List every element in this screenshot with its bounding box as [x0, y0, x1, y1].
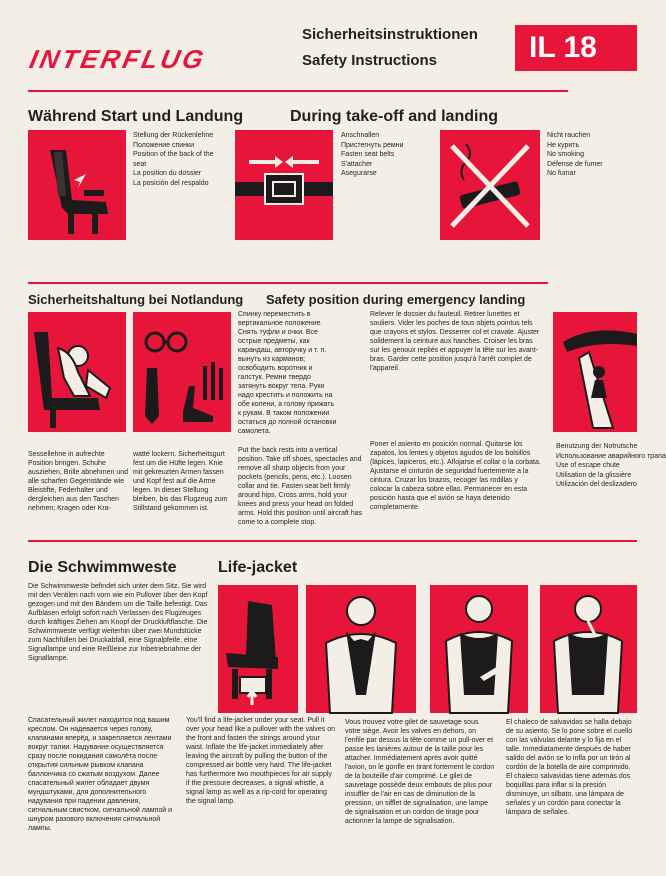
emergency-title-de: Sicherheitshaltung bei Notlandung [28, 292, 244, 307]
lifejacket-inflate-illustration [430, 585, 528, 713]
aircraft-badge: IL 18 [515, 25, 637, 71]
section-divider-2 [28, 540, 637, 542]
lifejacket-text-fr: Vous trouvez votre gilet de sauvetage sous votre siège. Avoir les valves en dehors, on l'enfile par dessus la tête comme un pull-over et passe les lanières autour de la taille pour les attacher. Immédiatement après avoir quitté l'avion, on le gonfle en tirant fortement le cordon de la bouteille d'air comprimé. Le gilet de sauvetage possède deux embouts de plus pour insuffler de l'air en cas de diminution de la pression, un sifflet de signalisation, une lampe de signalisation et un cordon de tirage pour actionner la lampe de signalisation. [345, 719, 495, 825]
emergency-text-fr: Relever le dossier du fauteuil. Retirer lunettes et souliers. Vider les poches de tous objets pointus tels que crayons et stylos. Desserrer col et cravate. Ajuster solidement la ceinture aux hanches. Croiser les bras sur les genoux repliés et appuyer la tête sur les avant-bras. Garder cette position jusqu'à l'arrêt complet de l'appareil. [370, 311, 540, 372]
lifejacket-mouthpiece-illustration [540, 585, 637, 713]
takeoff-title-en: During take-off and landing [290, 108, 498, 125]
lifejacket-don-illustration [306, 585, 416, 713]
emergency-text-ru: Спинку переместить в вертикальное положение. Снять туфли и очки. Все острые предметы, как карандаш, авторучку и т. п. вынуть из карманов; освободить воротник и галстук. Ремни твердо затянуть вокруг тела. Руки надо крестить и положить на обе колени, а голову прижать к рукам. В таком положении остаться до полной остановки самолета. [238, 311, 337, 435]
lifejacket-text-de: Die Schwimmweste befindet sich unter dem Sitz. Sie wird mit den Ventilen nach vorn wie ein Pullover über den Kopf gezogen und mit den Bändern um die Taille befestigt. Das Aufblasen erfolgt sofort nach Verlassen des Flugzeuges durch kräftiges Ziehen am Knopf der Druckluftflasche. Die Schwimmweste verfügt weiterhin über zwei Mundstücke zum Nachfüllen bei Druckabfall, eine Signalpfeife, eine Signallampe und eine Reißleine zur Inbetriebnahme der Signallampe. [28, 583, 208, 662]
escape-chute-illustration [553, 312, 637, 432]
emergency-text-es: Poner el asiento en posición normal. Quitarse los zapatos, los lentes y objetos agudos de los bolsillos (lápices, lapiceros, etc.). Aflojarse el collar o la corbata. Ajustarse el cinturón de seguridad fuertemente a la cintura. Cruzar los brazos, recoger las rodillas y colocar la cabeza sobre ellas. Permanecer en esta posición hasta que el avión se haya detenido completamente. [370, 441, 541, 511]
lifejacket-title-en: Life-jacket [218, 559, 298, 576]
lifejacket-text-es: El chaleco de salvavidas se halla debajo de su asiento. Se lo pone sobre el cuello con las válvulas delante y lo fija en el talle. Inmediatamente después de haber salido del avión se lo infla por un tirón al cordón de la botella de aire comprimido. El chaleco salvavidas tiene además dos boquillas para inflar si la presión disminuye, un silbato, una lámpara de señales y un cordón para conectar la lámpara de señales. [506, 719, 633, 816]
section-divider-1 [28, 282, 548, 284]
header-title-en: Safety Instructions [302, 52, 438, 69]
takeoff-title-de: Während Start und Landung [28, 108, 244, 125]
emergency-title-en: Safety position during emergency landing [266, 292, 526, 307]
emergency-text-de-1: Sessellehne in aufrechte Position bringen. Schuhe ausziehen, Brille abnehmen und alle scharfen Gegenstände wie Bleistifte, Federhalter und dergleichen aus den Taschen nehmen; Kragen oder Kra- [28, 451, 129, 512]
header-title-de: Sicherheitsinstruktionen [302, 26, 478, 43]
seat-belt-captions: Anschnallen Пристегнуть ремни Fasten seat belts S'attacher Asegurarse [341, 132, 404, 177]
remove-objects-illustration [133, 312, 231, 432]
brace-position-illustration [28, 312, 126, 432]
seat-belt-illustration [235, 130, 333, 240]
lifejacket-title-de: Die Schwimmweste [28, 559, 177, 576]
lifejacket-text-en: You'll find a life-jacket under your seat. Pull it over your head like a pullover with the valves on the front and fasten the strings around your waist. Inflate the life-jacket immediately after leaving the aircraft by pulling the button of the compressed air bottle very hard. The life-jacket has furthermore two mouthpieces for air supply if the pressure decreases, a signal whistle, a signal lamp as well as a rip-cord for operating the signal lamp. [186, 717, 336, 805]
seat-back-illustration [28, 130, 126, 240]
emergency-text-en: Put the back rests into a vertical position. Take off shoes, spectacles and remove all sharp objects from your pockets (pencils, pens, etc.). Loosen collar and tie. Fasten seat belt firmly around hips. Cross arms, hold your knees and press your head on folded arms. Hold this position until aircraft has come to a complete stop. [238, 447, 363, 526]
emergency-text-de-2: watte lockern. Sicherheitsgurt fest um die Hüfte legen. Knie mit gekreuzten Armen fassen und Kopf fest auf die Arme legen. In dieser Stellung bleiben, bis das Flugzeug zum Stillstand gekommen ist. [133, 451, 228, 512]
interflug-logo: INTERFLUG [26, 44, 210, 74]
header-divider [28, 90, 568, 92]
no-smoking-illustration [440, 130, 540, 240]
no-smoking-captions: Nicht rauchen Не курить No smoking Défense de fumer No fumar [547, 132, 603, 177]
lifejacket-text-ru: Спасательный жилет находится под вашим креслом. Он надевается через голову, клапанами вперёд, и закрепляется лентами вокруг талии. Надувание осуществляется сразу после покидания самолёта после открытия сильным рывком клапана баллончика со сжатым воздухом. Далее спасательный жилет обладает двумя мундштуками, для дополнительного надувания при падении давления, сигнальным свистком, сигнальной лампой и шнуром разового включения сигнальной лампы. [28, 717, 172, 832]
escape-chute-captions: Benutzung der Notrutsche Использование аварийного трапа Use of escape chute Utilisation de la glissière Utilización del deslizadero [556, 443, 666, 488]
lifejacket-under-seat-illustration [218, 585, 298, 713]
seat-back-captions: Stellung der Rückenlehne Положение спинки Position of the back of the seat La position du dossier La posición del respaldo [133, 132, 214, 187]
